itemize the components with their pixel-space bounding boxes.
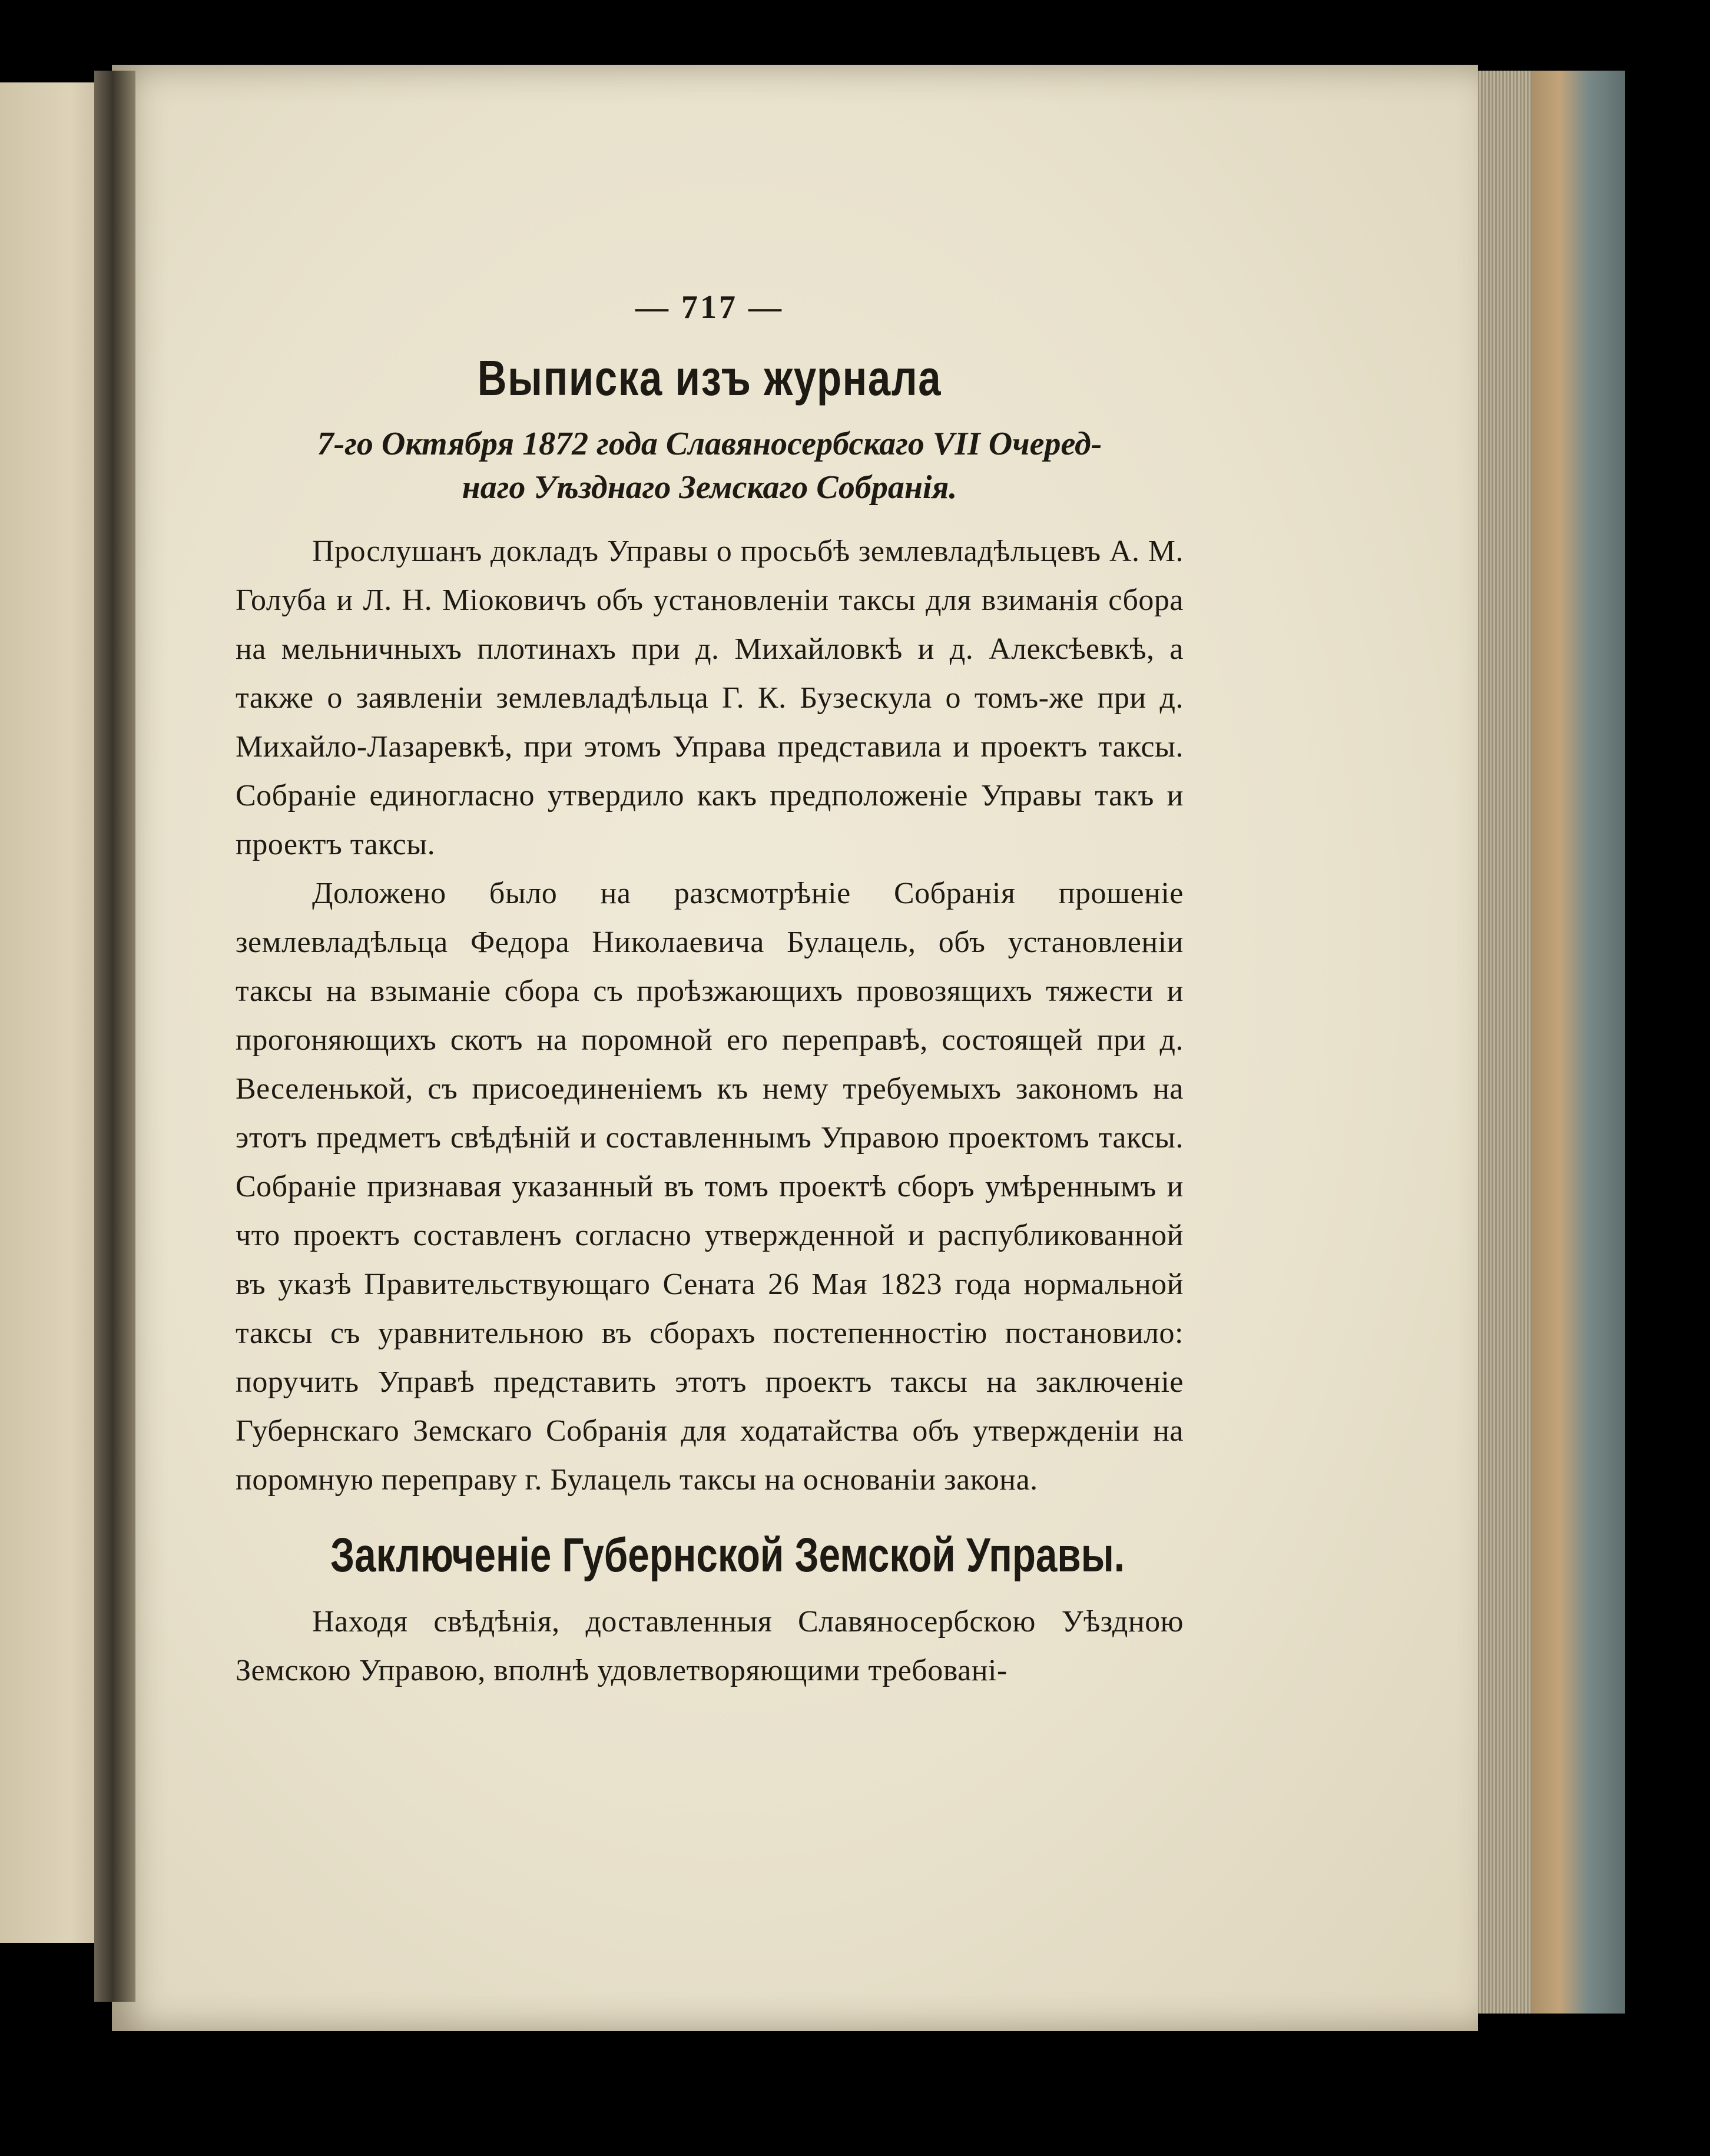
paragraph: Доложено было на разсмотрѣніе Собранія прошеніе землевладѣльца Федора Николаевича Булацель, объ установленіи таксы на взыманіе сбора съ проѣзжающихъ провозящихъ тяжести и прогоняющихъ скотъ на поромной его переправѣ, состоящей при д. Веселенькой, съ присоединеніемъ къ нему требуемыхъ закономъ на этотъ предметъ свѣдѣній и составленнымъ Управою проектомъ таксы. Собраніе признавая указанный въ томъ проектѣ сборъ умѣреннымъ и что проектъ составленъ согласно утвержденной и распубликованной въ указѣ Правительствующаго Сената 26 Мая 1823 года нормальной таксы съ уравнительною въ сборахъ постепенностію постановило: поручить Управѣ представить этотъ проектъ таксы на заключеніе Губернскаго Земскаго Собранія для ходатайства объ утвержденіи на поромную переправу г. Булацель таксы на основаніи закона. [236, 877, 1184, 1497]
page-title: Выписка изъ журнала [477, 350, 942, 406]
subtitle [236, 422, 1184, 509]
section-heading: Заключеніе Губернской Земской Управы. [330, 1528, 1125, 1582]
paragraph: Прослушанъ докладъ Управы о просьбѣ землевладѣльцевъ А. М. Голуба и Л. Н. Міоковичъ объ установленіи таксы для взиманія сбора на мельничныхъ плотинахъ при д. Михайловкѣ и д. Алексѣевкѣ, а также о заявленіи землевладѣльца Г. К. Бузескула о томъ-же при д. Михайло-Лазаревкѣ, при этомъ Управа представила и проектъ таксы. Собраніе единогласно утвердило какъ предположеніе Управы такъ и проектъ таксы. [236, 535, 1184, 861]
paragraph: Находя свѣдѣнія, доставленныя Славяносербскою Уѣздною Земскою Управою, вполнѣ удовлетворяющими требовані- [236, 1605, 1184, 1687]
book-gutter [94, 71, 135, 2002]
subtitle-line: 7-го Октября 1872 года Славяносербскаго VII Очеред- [317, 426, 1102, 462]
page-content [236, 288, 1184, 1695]
subtitle-line: наго Уѣзднаго Земскаго Собранія. [462, 469, 957, 506]
book-cover-edge [1531, 71, 1625, 2014]
page-number: — 717 — [635, 289, 784, 326]
